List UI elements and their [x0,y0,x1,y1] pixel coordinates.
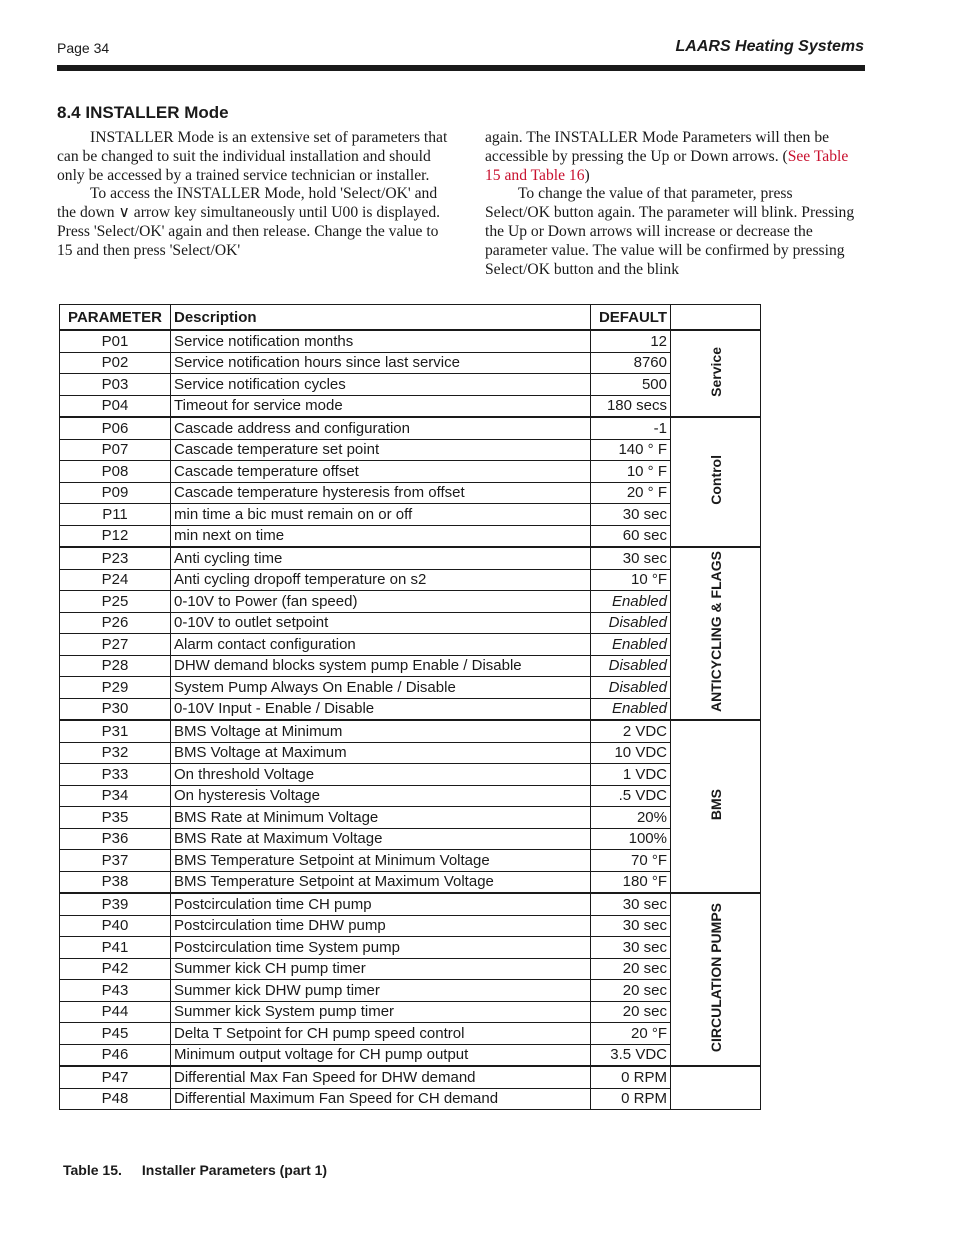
param-description: On threshold Voltage [171,764,591,786]
caption-label: Table 15. [63,1162,122,1178]
page-number: Page 34 [57,40,110,56]
param-default: 0 RPM [591,1066,671,1088]
paragraph-continue-end: ) [584,166,590,184]
param-code: P42 [60,958,171,980]
param-description: Cascade address and configuration [171,417,591,439]
param-code: P11 [60,504,171,526]
table-row [60,569,761,591]
table-row [60,612,761,634]
table-row [60,698,761,720]
table-row [60,374,761,396]
table-row [60,634,761,656]
table-row [60,482,761,504]
table-reference-link[interactable]: See Table 15 and Table 16 [485,147,849,184]
param-default: 20% [591,807,671,829]
param-default: 100% [591,828,671,850]
param-code: P47 [60,1066,171,1088]
param-code: P32 [60,742,171,764]
param-description: Anti cycling time [171,547,591,569]
param-default: Disabled [591,655,671,677]
param-default: 10 °F [591,569,671,591]
param-code: P31 [60,720,171,742]
param-code: P25 [60,591,171,613]
paragraph-continue [485,129,860,185]
param-description: Timeout for service mode [171,395,591,417]
paragraph-continue-text: again. The INSTALLER Mode Parameters will then be accessible by pressing the Up or Down arrows. ( [485,129,830,165]
table-row [60,1044,761,1066]
param-code: P46 [60,1044,171,1066]
param-description: Cascade temperature set point [171,439,591,461]
param-description: 0-10V to Power (fan speed) [171,591,591,613]
param-code: P44 [60,1001,171,1023]
table-row [60,330,761,352]
table-row [60,504,761,526]
group-bms-label: BMS [707,788,724,821]
param-description: Differential Max Fan Speed for DHW demand [171,1066,591,1088]
param-code: P02 [60,352,171,374]
group-circulation [671,893,761,1066]
param-description: BMS Temperature Setpoint at Maximum Voltage [171,871,591,893]
table-row [60,871,761,893]
param-default: 20 sec [591,1001,671,1023]
param-code: P29 [60,677,171,699]
group-anticycling-label: ANTICYCLING & FLAGS [707,551,724,712]
paragraph-access: To access the INSTALLER Mode, hold 'Select/OK' and the down ∨ arrow key simultaneously until U00 is displayed. Press 'Select/OK' again and then release. Change the value to 15 and then press 'Select/OK' [57,185,441,259]
table-row [60,461,761,483]
text-column-right [485,129,860,279]
param-description: BMS Rate at Maximum Voltage [171,828,591,850]
installer-parameters-table [59,304,761,1110]
param-default: Enabled [591,698,671,720]
group-bms [671,720,761,893]
param-description: Summer kick System pump timer [171,1001,591,1023]
param-description: Service notification cycles [171,374,591,396]
paragraph-change-value: To change the value of that parameter, press Select/OK button again. The parameter will blink. Pressing the Up or Down arrows will increase or decrease the parameter value. The value will be confirmed by pressing Select/OK button and the blink [485,185,855,278]
table-row [60,1001,761,1023]
param-description: Postcirculation time CH pump [171,893,591,915]
header-description: Description [171,305,591,331]
param-code: P48 [60,1088,171,1110]
table-caption [63,1162,327,1178]
table-row [60,980,761,1002]
param-code: P07 [60,439,171,461]
table-row [60,785,761,807]
param-description: Service notification hours since last service [171,352,591,374]
param-description: Minimum output voltage for CH pump output [171,1044,591,1066]
table-row [60,828,761,850]
param-code: P09 [60,482,171,504]
param-code: P01 [60,330,171,352]
param-default: -1 [591,417,671,439]
param-default: 10 ° F [591,461,671,483]
param-description: Cascade temperature hysteresis from offset [171,482,591,504]
param-default: 3.5 VDC [591,1044,671,1066]
param-code: P03 [60,374,171,396]
param-code: P08 [60,461,171,483]
param-description: Differential Maximum Fan Speed for CH demand [171,1088,591,1110]
group-service [671,330,761,417]
table-row [60,958,761,980]
group-control-label: Control [707,455,724,505]
group-control [671,417,761,547]
param-default: 30 sec [591,915,671,937]
param-default: 180 °F [591,871,671,893]
param-default: 1 VDC [591,764,671,786]
param-default: 12 [591,330,671,352]
section-title: 8.4 INSTALLER Mode [57,103,229,122]
text-column-left [57,129,457,261]
param-default: 60 sec [591,525,671,547]
param-description: Cascade temperature offset [171,461,591,483]
param-code: P45 [60,1023,171,1045]
param-description: Delta T Setpoint for CH pump speed control [171,1023,591,1045]
table-row [60,547,761,569]
param-code: P30 [60,698,171,720]
table-row [60,850,761,872]
param-default: Enabled [591,634,671,656]
param-code: P37 [60,850,171,872]
param-description: Service notification months [171,330,591,352]
param-description: Summer kick DHW pump timer [171,980,591,1002]
param-default: 2 VDC [591,720,671,742]
group-anticycling [671,547,761,720]
param-default: 180 secs [591,395,671,417]
paragraph-intro: INSTALLER Mode is an extensive set of parameters that can be changed to suit the individual installation and should only be accessed by a trained service technician or installer. [57,129,448,184]
param-code: P28 [60,655,171,677]
table-row [60,677,761,699]
param-code: P12 [60,525,171,547]
group-service-label: Service [707,346,724,397]
header-rule [57,65,865,71]
param-code: P35 [60,807,171,829]
table-row [60,591,761,613]
param-description: BMS Temperature Setpoint at Minimum Voltage [171,850,591,872]
param-description: BMS Voltage at Maximum [171,742,591,764]
param-description: On hysteresis Voltage [171,785,591,807]
table-row [60,1088,761,1110]
param-code: P43 [60,980,171,1002]
param-description: Postcirculation time DHW pump [171,915,591,937]
table-row [60,1023,761,1045]
param-default: 30 sec [591,893,671,915]
param-description: min time a bic must remain on or off [171,504,591,526]
param-code: P39 [60,893,171,915]
group-empty [671,1066,761,1110]
param-description: BMS Rate at Minimum Voltage [171,807,591,829]
table-row [60,417,761,439]
param-default: .5 VDC [591,785,671,807]
param-default: 8760 [591,352,671,374]
param-code: P34 [60,785,171,807]
param-code: P33 [60,764,171,786]
table-row [60,742,761,764]
header-parameter: PARAMETER [60,305,171,331]
table-row [60,1066,761,1088]
param-code: P27 [60,634,171,656]
param-description: System Pump Always On Enable / Disable [171,677,591,699]
param-code: P41 [60,937,171,959]
param-code: P23 [60,547,171,569]
param-description: 0-10V to outlet setpoint [171,612,591,634]
param-default: 20 ° F [591,482,671,504]
param-code: P40 [60,915,171,937]
param-default: 30 sec [591,937,671,959]
param-description: 0-10V Input - Enable / Disable [171,698,591,720]
param-default: 20 sec [591,958,671,980]
param-default: 30 sec [591,504,671,526]
table-row [60,764,761,786]
param-code: P06 [60,417,171,439]
param-default: 20 sec [591,980,671,1002]
param-description: Anti cycling dropoff temperature on s2 [171,569,591,591]
param-description: BMS Voltage at Minimum [171,720,591,742]
group-circulation-label: CIRCULATION PUMPS [707,902,724,1053]
param-default: 10 VDC [591,742,671,764]
caption-title: Installer Parameters (part 1) [141,1162,328,1178]
table-row [60,893,761,915]
param-default: 140 ° F [591,439,671,461]
brand-name: LAARS Heating Systems [675,38,864,55]
param-default: 20 °F [591,1023,671,1045]
table-row [60,395,761,417]
param-description: DHW demand blocks system pump Enable / Disable [171,655,591,677]
param-description: Postcirculation time System pump [171,937,591,959]
header-group [671,305,761,331]
table-row [60,720,761,742]
param-default: Disabled [591,612,671,634]
param-code: P04 [60,395,171,417]
table-row [60,807,761,829]
param-code: P24 [60,569,171,591]
param-code: P26 [60,612,171,634]
param-default: 0 RPM [591,1088,671,1110]
param-description: Summer kick CH pump timer [171,958,591,980]
param-description: min next on time [171,525,591,547]
table-row [60,655,761,677]
param-default: Enabled [591,591,671,613]
param-code: P38 [60,871,171,893]
param-default: 70 °F [591,850,671,872]
table-row [60,352,761,374]
table-row [60,439,761,461]
param-code: P36 [60,828,171,850]
table-row [60,915,761,937]
param-description: Alarm contact configuration [171,634,591,656]
table-row [60,937,761,959]
param-default: 500 [591,374,671,396]
header-default: DEFAULT [591,305,671,331]
table-row [60,525,761,547]
param-default: Disabled [591,677,671,699]
param-default: 30 sec [591,547,671,569]
